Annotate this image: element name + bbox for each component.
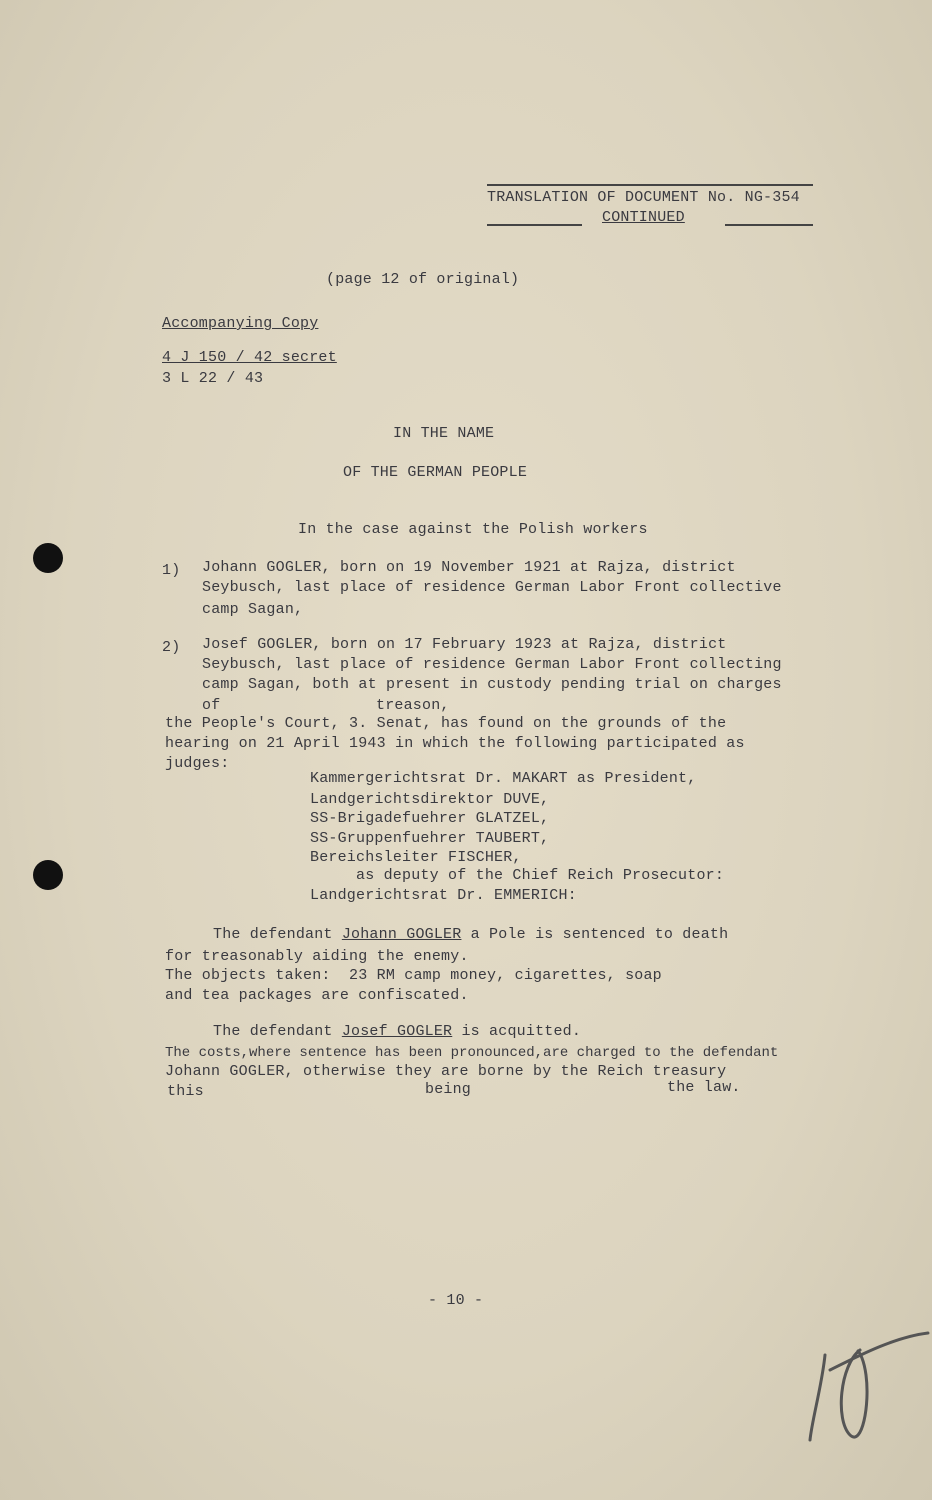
defendant-name: Josef GOGLER [341, 1023, 453, 1040]
continued-label: CONTINUED [602, 209, 685, 226]
defendant-2-line: treason, [376, 697, 450, 714]
court-line: the People's Court, 3. Senat, has found on the grounds of the [165, 715, 727, 732]
header-rule-left [487, 224, 582, 226]
page-note: (page 12 of original) [326, 271, 520, 288]
defendant-2-line: Seybusch, last place of residence German Labor Front collecting [202, 656, 782, 673]
verdict-2-line: Johann GOGLER, otherwise they are borne by the Reich treasury [165, 1063, 727, 1080]
verdict-1-line: The objects taken: 23 RM camp money, cigarettes, soap [165, 967, 662, 984]
defendant-1-line: Seybusch, last place of residence German Labor Front collective [202, 579, 782, 596]
judge-entry: Bereichsleiter FISCHER, [310, 849, 522, 866]
title-line-2: OF THE GERMAN PEOPLE [343, 464, 528, 481]
defendant-2-line: of [202, 697, 221, 714]
title-line-1: IN THE NAME [393, 425, 495, 442]
verdict-2-line: The defendant Josef GOGLER is acquitted. [213, 1023, 582, 1040]
prosecutor-name: Landgerichtsrat Dr. EMMERICH: [310, 887, 577, 904]
verdict-2-line: the law. [667, 1079, 741, 1096]
judge-entry: Landgerichtsdirektor DUVE, [310, 791, 550, 808]
defendant-name: Johann GOGLER [341, 926, 462, 943]
verdict-2-line: this [167, 1083, 204, 1100]
translation-header: TRANSLATION OF DOCUMENT No. NG-354 [487, 189, 800, 206]
court-line: judges: [165, 755, 230, 772]
case-reference-1: 4 J 150 / 42 secret [162, 349, 337, 366]
defendant-2-line: camp Sagan, both at present in custody pending trial on charges [202, 676, 782, 693]
header-rule-top [487, 184, 813, 186]
judge-entry: Kammergerichtsrat Dr. MAKART as President, [310, 770, 697, 787]
defendant-2-number: 2) [162, 639, 181, 656]
punch-hole-top [33, 543, 63, 573]
court-line: hearing on 21 April 1943 in which the following participated as [165, 735, 745, 752]
prosecutor-role: as deputy of the Chief Reich Prosecutor: [356, 867, 725, 884]
punch-hole-bottom [33, 860, 63, 890]
judge-entry: SS-Gruppenfuehrer TAUBERT, [310, 830, 550, 847]
accompanying-copy: Accompanying Copy [162, 315, 319, 332]
judge-entry: SS-Brigadefuehrer GLATZEL, [310, 810, 550, 827]
handwritten-page-mark [800, 1325, 930, 1455]
case-reference-2: 3 L 22 / 43 [162, 370, 264, 387]
page-number: - 10 - [428, 1292, 484, 1309]
case-intro: In the case against the Polish workers [298, 521, 648, 538]
verdict-1-line: and tea packages are confiscated. [165, 987, 469, 1004]
defendant-1-line: Johann GOGLER, born on 19 November 1921 at Rajza, district [202, 559, 736, 576]
verdict-1-line: The defendant Johann GOGLER a Pole is sentenced to death [213, 926, 729, 943]
header-rule-right [725, 224, 813, 226]
verdict-2-line: The costs,where sentence has been pronounced,are charged to the defendant [165, 1045, 779, 1061]
defendant-2-line: Josef GOGLER, born on 17 February 1923 at Rajza, district [202, 636, 727, 653]
verdict-1-line: for treasonably aiding the enemy. [165, 948, 469, 965]
verdict-2-line: being [425, 1081, 472, 1098]
defendant-1-line: camp Sagan, [202, 601, 304, 618]
defendant-1-number: 1) [162, 562, 181, 579]
